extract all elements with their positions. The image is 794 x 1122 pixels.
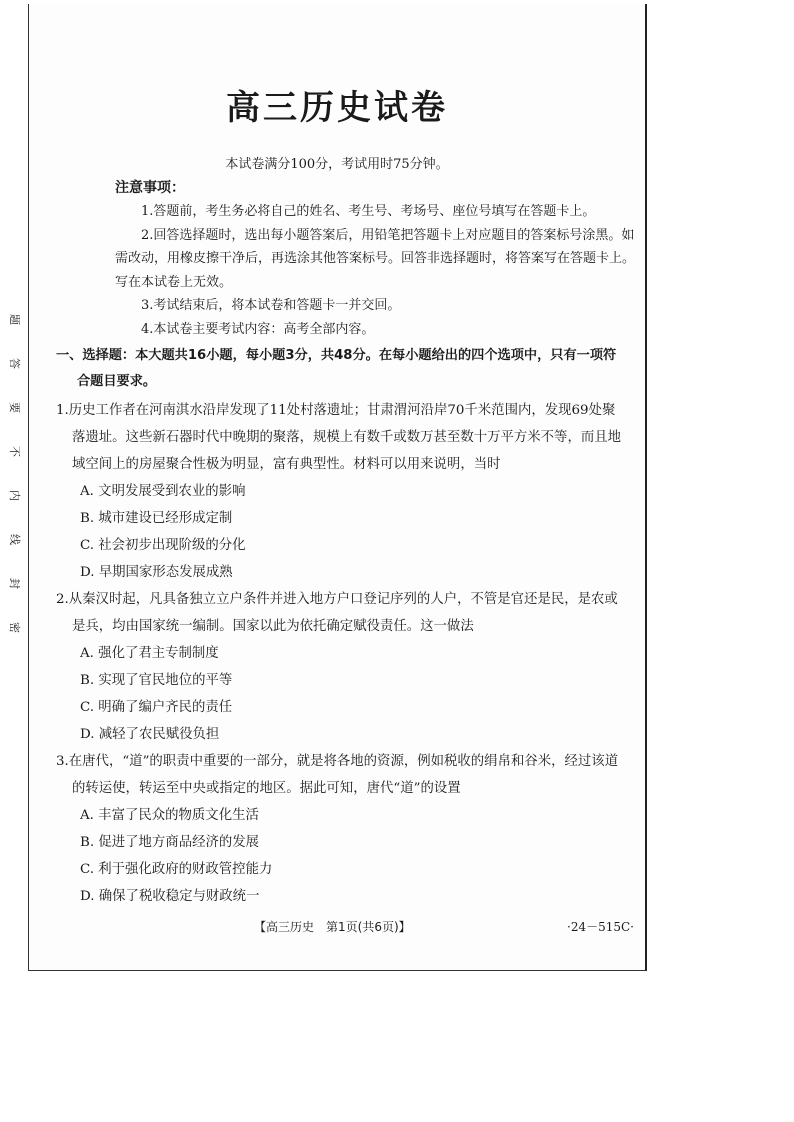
option-b: B. 城市建设已经形成定制: [80, 511, 233, 526]
page-title: 高三历史试卷: [226, 88, 448, 128]
binding-margin: [4, 314, 24, 666]
option-a: A. 丰富了民众的物质文化生活: [80, 808, 259, 823]
margin-char: 答: [7, 358, 21, 369]
option-a: A. 文明发展受到农业的影响: [80, 484, 246, 499]
section-heading-line2: 合题目要求。: [77, 374, 157, 389]
option-c: C. 利于强化政府的财政管控能力: [80, 862, 273, 877]
notes-heading: 注意事项：: [115, 180, 185, 196]
option-d: D. 减轻了农民赋役负担: [80, 727, 220, 742]
option-b: B. 实现了官民地位的平等: [80, 673, 233, 688]
margin-char: 封: [7, 578, 21, 589]
section-heading: [56, 343, 622, 395]
section-heading-line1: 一、选择题：本大题共16小题，每小题3分，共48分。在每小题给出的四个选项中，只有一项符: [56, 348, 617, 363]
question-1: [56, 397, 626, 586]
option-c: C. 明确了编户齐民的责任: [80, 700, 233, 715]
margin-char: 线: [7, 534, 21, 545]
question-stem: 3.在唐代，“道”的职责中重要的一部分，就是将各地的资源，例如税收的绢帛和谷米，经过该道的转运使，转运至中央或指定的地区。据此可知，唐代“道”的设置: [56, 754, 619, 796]
question-stem: 2.从秦汉时起，凡具备独立立户条件并进入地方户口登记序列的人户，不管是官还是民，是农或是兵，均由国家统一编制。国家以此为依托确定赋役责任。这一做法: [56, 592, 618, 634]
note-item: 3.考试结束后，将本试卷和答题卡一并交回。: [141, 298, 401, 313]
margin-char: 不: [7, 446, 21, 457]
margin-char: 要: [7, 402, 21, 413]
exam-subtitle: 本试卷满分100分，考试用时75分钟。: [225, 157, 449, 172]
question-3: [56, 748, 626, 910]
question-2: [56, 586, 626, 748]
footer-code: ·24－515C·: [567, 920, 634, 934]
option-d: D. 确保了税收稳定与财政统一: [80, 889, 260, 904]
notes-list: [115, 200, 635, 341]
note-item: 4.本试卷主要考试内容：高考全部内容。: [141, 321, 375, 337]
margin-char: 题: [7, 314, 21, 325]
margin-char: 内: [7, 490, 21, 501]
option-b: B. 促进了地方商品经济的发展: [80, 835, 260, 850]
option-d: D. 早期国家形态发展成熟: [80, 565, 233, 580]
note-item: 2.回答选择题时，选出每小题答案后，用铅笔把答题卡上对应题目的答案标号涂黑。如需改动，用橡皮擦干净后，再选涂其他答案标号。回答非选择题时，将答案写在答题卡上。写在本试卷上无效。: [115, 227, 636, 290]
footer-page-info: 【高三历史 第1页(共6页)】: [254, 920, 411, 934]
option-a: A. 强化了君主专制制度: [80, 646, 219, 661]
option-c: C. 社会初步出现阶级的分化: [80, 538, 246, 553]
note-item: 1.答题前，考生务必将自己的姓名、考生号、考场号、座位号填写在答题卡上。: [141, 204, 596, 219]
margin-char: 密: [7, 622, 21, 633]
question-stem: 1.历史工作者在河南淇水沿岸发现了11处村落遗址；甘肃渭河沿岸70千米范围内，发现69处聚落遗址。这些新石器时代中晚期的聚落，规模上有数千或数万甚至数十万平方米不等，而且地域空间上的房屋聚合性极为明显，富有典型性。材料可以用来说明，当时: [56, 403, 622, 472]
